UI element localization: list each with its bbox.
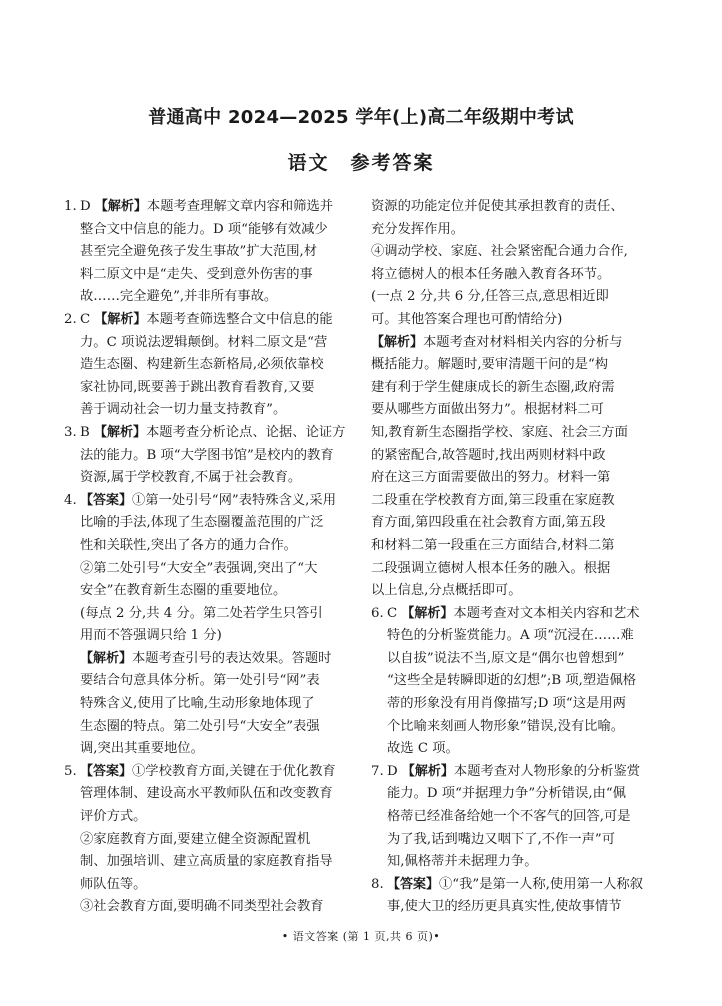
question-number: 7. [371,763,384,779]
section-tag: 【答案】 [80,492,133,508]
line-text: 调,突出其重要地位。 [80,741,204,757]
question-number: 1. [64,199,77,214]
line-text: 比喻的手法,体现了生态圈覆盖范围的广泛 [80,515,324,531]
line-text: 个比喻来刻画人物形象”错误,没有比喻。 [387,718,625,734]
text-line [371,670,675,693]
line-text: 二段重在学校教育方面,第三段重在家庭教 [371,492,615,508]
text-line [64,806,366,829]
page-subtitle: 语文 参考答案 [287,152,435,174]
text-line [64,286,366,309]
text-line [64,332,366,355]
line-text: “这些全是转瞬即逝的幻想”;B 项,塑造佩格 [387,673,637,689]
text-line [64,399,366,422]
line-text: 充分发挥作用。 [371,221,465,237]
line-text: 本题考查引号的表达效果。答题时 [132,650,332,666]
text-line [371,783,675,806]
page-title: 普通高中 2024—2025 学年(上)高二年级期中考试 [148,107,574,128]
text-line [64,896,366,919]
text-line [371,558,675,581]
line-text: 本题考查对文本相关内容和艺术 [453,605,640,621]
line-text: 法的能力。B 项“大学图书馆”是校内的教育 [80,447,334,463]
text-line [64,241,366,264]
line-text: 格蒂已经准备给她一个不客气的回答,可是 [387,809,631,825]
text-line [64,851,366,874]
line-text: 特殊含义,使用了比喻,生动形象地体现了 [80,696,315,712]
section-tag: 【解析】 [94,311,147,327]
text-line [371,467,675,490]
line-text: ④调动学校、家庭、社会紧密配合通力合作, [371,244,628,260]
answer-choice: B [80,424,94,440]
text-line [64,625,366,648]
line-text: 概括能力。解题时,要审清题干问的是“构 [371,357,609,373]
line-text: 故……完全避免”,并非所有事故。 [80,289,278,305]
section-tag: 【答案】 [387,876,440,892]
text-line [64,829,366,852]
text-line [64,309,366,332]
text-line [64,648,366,671]
question-number: 4. [64,492,77,508]
line-text: ①学校教育方面,关键在于优化教育 [132,763,336,779]
line-text: 二段强调立德树人根本任务的融入。根据 [371,560,611,576]
text-line [371,196,675,219]
text-line [64,670,366,693]
text-line [371,874,675,897]
text-line [64,377,366,400]
text-line [371,738,675,761]
question-number: 5. [64,763,77,779]
text-line [371,241,675,264]
text-line [64,693,366,716]
text-line [371,219,675,242]
answer-choice: C [80,311,95,327]
text-line [371,693,675,716]
text-line [64,445,366,468]
section-tag: 【答案】 [80,763,133,779]
text-line [64,196,366,219]
line-text: 本题考查对人物形象的分析鉴赏 [453,763,641,779]
line-text: 事,使大卫的经历更具真实性,使故事情节 [387,899,622,915]
line-text: ③社会教育方面,要明确不同类型社会教育 [80,899,324,915]
text-line [371,422,675,445]
text-line [64,490,366,513]
text-line [371,716,675,739]
line-text: 要结合句意具体分析。第一处引号“网”表 [80,673,320,689]
line-text: 资源,属于学校教育,不属于社会教育。 [80,470,302,486]
text-line [371,535,675,558]
line-text: 用而不答强调只给 1 分) [80,628,222,644]
text-line [371,332,675,355]
line-text: 以上信息,分点概括即可。 [371,583,522,599]
text-line [371,264,675,287]
line-text: 资源的功能定位并促使其承担教育的责任、 [371,199,624,214]
line-text: 家社协同,既要善于跳出教育看教育,又要 [80,379,315,395]
line-text: (一点 2 分,共 6 分,任答三点,意思相近即 [371,289,609,305]
line-text: 评价方式。 [80,809,147,825]
line-text: 力。C 项说法逻辑颠倒。材料二原文是“营 [80,334,328,350]
line-text: 性和关联性,突出了各方的通力合作。 [80,537,297,553]
page-footer: • 语文答案 (第 1 页,共 6 页)• [281,930,441,943]
line-text: 本题考查对材料相关内容的分析与 [423,334,623,350]
text-line [64,580,366,603]
question-number: 3. [64,424,77,440]
line-text: 能力。D 项“并据理力争”分析错误,由“佩 [387,786,626,802]
line-text: 制、加强培训、建立高质量的家庭教育指导 [80,854,333,870]
left-column [64,196,366,919]
line-text: 建有利于学生健康成长的新生态圈,政府需 [371,379,615,395]
text-line [64,535,366,558]
text-line [371,399,675,422]
line-text: 知,教育新生态圈指学校、家庭、社会三方面 [371,424,628,440]
line-text: 故选 C 项。 [387,741,459,757]
line-text: 整合文中信息的能力。D 项“能够有效减少 [80,221,328,237]
section-tag: 【解析】 [80,650,133,666]
line-text: 以自拔”说法不当,原文是“偶尔也曾想到” [387,650,625,666]
text-line [371,286,675,309]
text-line [371,896,675,919]
line-text: ①第一处引号“网”表特殊含义,采用 [132,492,336,508]
line-text: 蒂的形象没有用肖像描写;D 项“这是用两 [387,696,626,712]
text-line [64,603,366,626]
line-text: 府在这三方面需要做出的努力。材料一第 [371,470,611,486]
line-text: 和材料二第一段重在三方面结合,材料二第 [371,537,615,553]
line-text: 生态圈的特点。第二处引号“大安全”表强 [80,718,320,734]
line-text: 将立德树人的根本任务融入教育各环节。 [371,266,611,282]
text-line [371,851,675,874]
text-line [64,512,366,535]
text-line [64,264,366,287]
section-tag: 【解析】 [94,199,147,214]
section-tag: 【解析】 [401,763,454,779]
line-text: 本题考查筛选整合文中信息的能 [146,311,333,327]
text-line [64,761,366,784]
answer-choice: C [387,605,402,621]
line-text: 的紧密配合,故答题时,找出两则材料中政 [371,447,606,463]
text-line [64,874,366,897]
text-line [64,354,366,377]
line-text: 育方面,第四段重在社会教育方面,第五段 [371,515,606,531]
line-text: (每点 2 分,共 4 分。第二处若学生只答引 [80,605,323,621]
text-line [64,219,366,242]
right-column [371,196,675,919]
question-number: 2. [64,311,77,327]
line-text: 本题考查理解文章内容和筛选并 [146,199,334,214]
text-line [371,806,675,829]
line-text: 料二原文中是“走失、受到意外伤害的事 [80,266,313,282]
section-tag: 【解析】 [371,334,424,350]
line-text: 要从哪些方面做出努力”。根据材料二可 [371,402,604,418]
text-line [64,738,366,761]
text-line [371,309,675,332]
section-tag: 【解析】 [401,605,454,621]
text-line [371,377,675,400]
line-text: ①“我”是第一人称,使用第一人称叙 [439,876,643,892]
line-text: 为了我,话到嘴边又咽下了,不作一声”可 [387,831,616,847]
text-line [371,354,675,377]
text-line [64,558,366,581]
question-number: 8. [371,876,384,892]
text-line [371,603,675,626]
text-line [64,783,366,806]
text-line [371,512,675,535]
text-line [64,467,366,490]
line-text: 造生态圈、构建新生态新格局,必须依靠校 [80,357,324,373]
text-line [64,422,366,445]
line-text: 可。其他答案合理也可酌情给分) [371,311,563,327]
line-text: 特色的分析鉴赏能力。A 项“沉浸在……难 [387,628,634,644]
line-text: 甚至完全避免孩子发生事故”扩大范围,材 [80,244,318,260]
answer-choice: D [387,763,402,779]
line-text: 师队伍等。 [80,876,147,892]
line-text: 管理体制、建设高水平教师队伍和改变教育 [80,786,333,802]
line-text: 本题考查分析论点、论据、论证方 [146,424,346,440]
line-text: ②第二处引号“大安全”表强调,突出了“大 [80,560,318,576]
line-text: 知,佩格蒂并未据理力争。 [387,854,538,870]
line-text: ②家庭教育方面,要建立健全资源配置机 [80,831,311,847]
question-number: 6. [371,605,384,621]
text-line [371,625,675,648]
text-line [371,445,675,468]
text-line [371,580,675,603]
line-text: 善于调动社会一切力量支持教育”。 [80,402,287,418]
text-line [371,761,675,784]
text-line [64,716,366,739]
text-line [371,829,675,852]
text-line [371,648,675,671]
section-tag: 【解析】 [94,424,147,440]
line-text: 安全”在教育新生态圈的重要地位。 [80,583,287,599]
answer-choice: D [80,199,95,214]
text-line [371,490,675,513]
